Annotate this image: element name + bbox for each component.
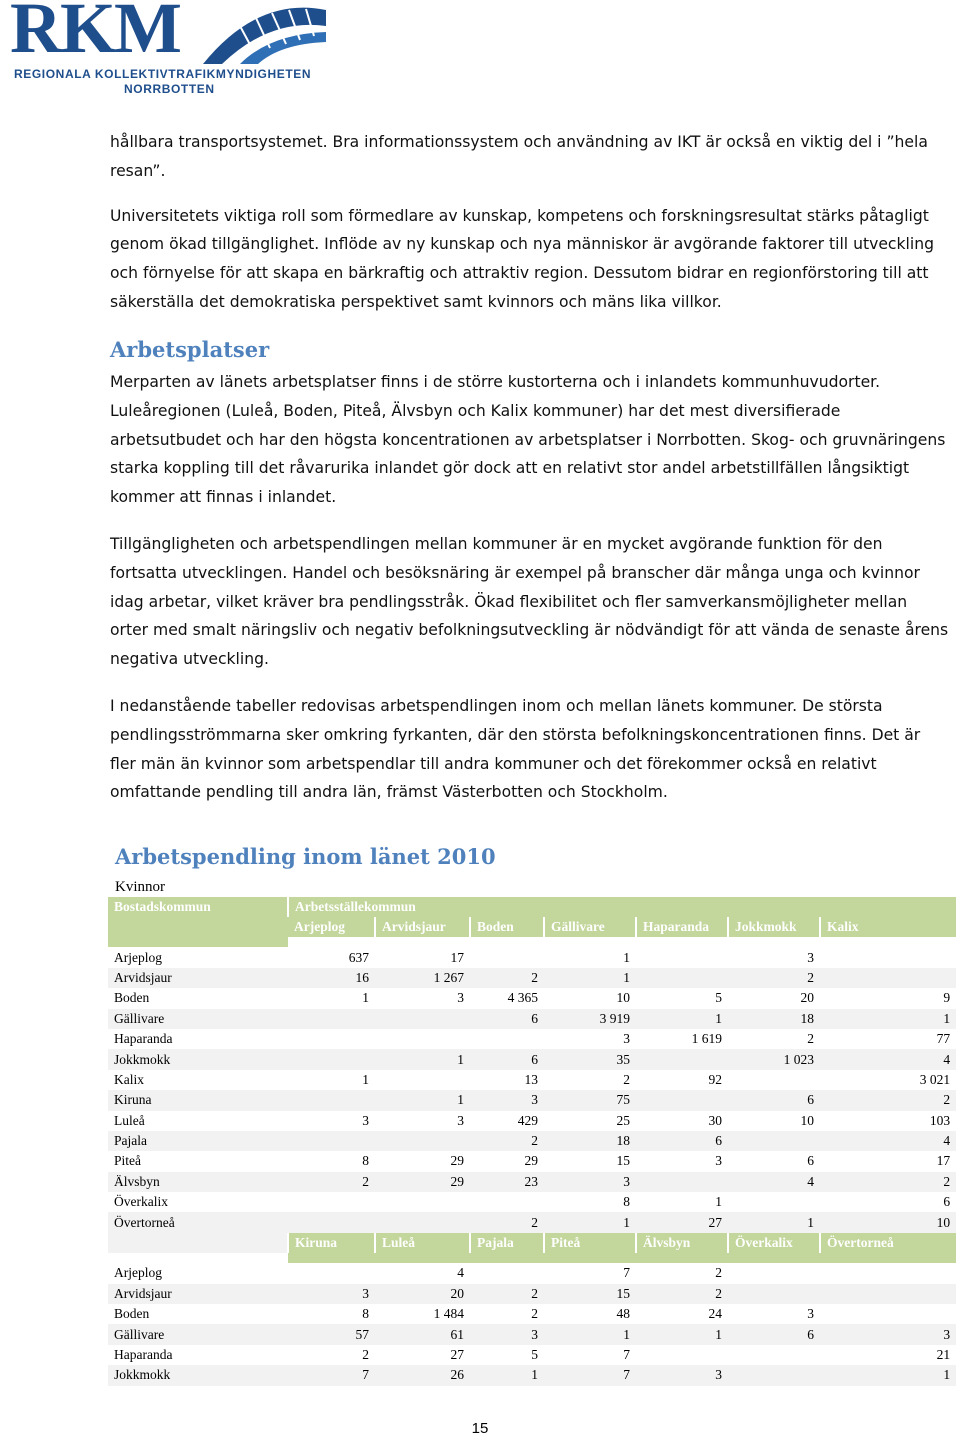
table-row	[108, 1151, 956, 1171]
column-header: Pajala	[470, 1233, 544, 1253]
table-cell	[288, 1009, 375, 1029]
intro-text	[110, 128, 950, 317]
table-cell: 3	[636, 1151, 728, 1171]
table-cell: 10	[820, 1212, 956, 1232]
table-cell: 3	[820, 1324, 956, 1344]
column-header: Överkalix	[728, 1233, 820, 1253]
table-column-header-row-2	[108, 1233, 956, 1253]
table-cell	[820, 947, 956, 967]
table-row	[108, 1131, 956, 1151]
spacer-cell	[288, 937, 375, 947]
table-row	[108, 1172, 956, 1192]
table-cell: 27	[636, 1212, 728, 1232]
spacer-cell	[636, 937, 728, 947]
table-cell: 29	[375, 1172, 470, 1192]
logo-subtitle-line1: REGIONALA KOLLEKTIVTRAFIKMYNDIGHETEN	[14, 67, 312, 81]
table-cell: 3	[544, 1029, 636, 1049]
row-label: Överkalix	[108, 1192, 288, 1212]
column-header: Kalix	[820, 917, 956, 937]
table-cell	[375, 1070, 470, 1090]
table-cell	[375, 1009, 470, 1029]
table-cell	[375, 1212, 470, 1232]
row-label: Haparanda	[108, 1345, 288, 1365]
table-cell: 7	[544, 1345, 636, 1365]
table-row	[108, 1070, 956, 1090]
table-cell: 3 919	[544, 1009, 636, 1029]
table-cell: 29	[375, 1151, 470, 1171]
column-header: Luleå	[375, 1233, 470, 1253]
row-label: Kalix	[108, 1070, 288, 1090]
table-cell: 2	[544, 1070, 636, 1090]
table-cell: 1	[544, 1324, 636, 1344]
table-cell: 1	[636, 1192, 728, 1212]
table-cell: 48	[544, 1304, 636, 1324]
table-cell: 10	[544, 988, 636, 1008]
table-title: Arbetspendling inom länet 2010	[115, 844, 496, 869]
table-row	[108, 1111, 956, 1131]
table-cell: 7	[544, 1365, 636, 1385]
table-cell: 1	[820, 1009, 956, 1029]
table-cell	[375, 1192, 470, 1212]
table-cell	[470, 1263, 544, 1283]
table-cell: 1	[375, 1049, 470, 1069]
table-cell: 103	[820, 1111, 956, 1131]
table-cell: 13	[470, 1070, 544, 1090]
table-cell: 6	[470, 1009, 544, 1029]
table-cell: 2	[470, 1131, 544, 1151]
table-cell: 17	[375, 947, 470, 967]
table-cell: 8	[288, 1304, 375, 1324]
table-cell: 3	[288, 1284, 375, 1304]
row-label: Älvsbyn	[108, 1172, 288, 1192]
table-cell: 6	[636, 1131, 728, 1151]
column-header: Boden	[470, 917, 544, 937]
row-label: Piteå	[108, 1151, 288, 1171]
table-row	[108, 1009, 956, 1029]
table-cell: 1	[636, 1324, 728, 1344]
table-row	[108, 1304, 956, 1324]
spacer-cell	[820, 1253, 956, 1263]
row-header-blank	[108, 1233, 288, 1253]
table-cell: 18	[728, 1009, 820, 1029]
table-cell: 8	[288, 1151, 375, 1171]
column-header: Jokkmokk	[728, 917, 820, 937]
table-cell: 9	[820, 988, 956, 1008]
table-cell: 1	[636, 1009, 728, 1029]
table-cell: 4	[820, 1049, 956, 1069]
table-cell: 2	[820, 1090, 956, 1110]
table-cell	[470, 1192, 544, 1212]
column-header: Gällivare	[544, 917, 636, 937]
table-cell	[288, 1090, 375, 1110]
column-header: Arjeplog	[288, 917, 375, 937]
table-cell: 3	[544, 1172, 636, 1192]
table-cell	[288, 1263, 375, 1283]
table-cell: 75	[544, 1090, 636, 1110]
spacer-cell	[636, 1253, 728, 1263]
table-cell: 1 619	[636, 1029, 728, 1049]
table-row	[108, 988, 956, 1008]
table-cell: 3	[636, 1365, 728, 1385]
table-cell: 77	[820, 1029, 956, 1049]
table-cell: 4	[820, 1131, 956, 1151]
spacer-cell	[288, 1253, 375, 1263]
table-cell	[636, 947, 728, 967]
table-cell	[820, 1284, 956, 1304]
table-cell: 20	[728, 988, 820, 1008]
table-cell	[375, 1131, 470, 1151]
table-cell: 3	[375, 988, 470, 1008]
table-cell: 27	[375, 1345, 470, 1365]
row-label: Haparanda	[108, 1029, 288, 1049]
table-row	[108, 1324, 956, 1344]
table-cell: 2	[470, 1284, 544, 1304]
table-cell	[636, 1345, 728, 1365]
table-row	[108, 1212, 956, 1232]
table-cell: 3	[470, 1324, 544, 1344]
column-header: Kiruna	[288, 1233, 375, 1253]
row-label: Luleå	[108, 1111, 288, 1131]
table-row	[108, 1192, 956, 1212]
table-cell: 1	[544, 968, 636, 988]
row-label: Övertorneå	[108, 1212, 288, 1232]
row-label: Arvidsjaur	[108, 1284, 288, 1304]
arbetsplatser-paragraph-1: Merparten av länets arbetsplatser finns i de större kustorterna och i inlandets kommunhuvudorter. Luleåregionen (Luleå, Boden, Piteå, Älvsbyn och Kalix kommuner) har det mest diversifierade arbetsutbudet och har den högsta koncentrationen av arbetsplatser i Norrbotten. Skog- och gruvnäringens starka koppling till det råvarurika inlandet gör dock att en relativt stor andel arbetstillfällen långsiktigt kommer att finnas i inlandet.	[110, 373, 946, 507]
table-cell: 4	[728, 1172, 820, 1192]
spacer-cell	[108, 1253, 288, 1263]
arbetsplatser-paragraph-3: I nedanstående tabeller redovisas arbetspendlingen inom och mellan länets kommuner. De största pendlingsströmmarna sker omkring fyrkanten, där den största befolkningskoncentrationen finns. Det är fler män än kvinnor som arbetspendlar till andra kommuner och det förekommer också en relativt omfattande pendling till andra län, främst Västerbotten och Stockholm.	[110, 696, 921, 802]
row-label: Kiruna	[108, 1090, 288, 1110]
spacer-cell	[544, 1253, 636, 1263]
table-cell: 23	[470, 1172, 544, 1192]
table-cell: 5	[636, 988, 728, 1008]
row-label: Arjeplog	[108, 1263, 288, 1283]
table-cell: 18	[544, 1131, 636, 1151]
column-header: Älvsbyn	[636, 1233, 728, 1253]
table-cell: 2	[470, 968, 544, 988]
row-label: Boden	[108, 1304, 288, 1324]
table-cell	[288, 1049, 375, 1069]
table-cell: 17	[820, 1151, 956, 1171]
arbetsplatser-paragraph-2: Tillgängligheten och arbetspendlingen mellan kommuner är en mycket avgörande funktion för den fortsatta utvecklingen. Handel och besöksnäring är exempel på branscher där många unga och kvinnor idag arbetar, vilket kräver bra pendlingsstråk. Ökad flexibilitet och fler samverkansmöjligheter mellan orter med smalt näringsliv och negativ befolkningsutveckling är nödvändigt för att vända de senaste årens negativa utveckling.	[110, 534, 949, 669]
table-cell: 30	[636, 1111, 728, 1131]
spacer-cell	[728, 937, 820, 947]
spacer-cell	[470, 937, 544, 947]
table-cell: 2	[636, 1284, 728, 1304]
table-cell: 3	[470, 1090, 544, 1110]
table-cell: 7	[288, 1365, 375, 1385]
section-heading: Arbetsplatser	[110, 337, 270, 362]
table-cell: 29	[470, 1151, 544, 1171]
table-cell: 3	[288, 1111, 375, 1131]
table-row	[108, 968, 956, 988]
table-cell: 92	[636, 1070, 728, 1090]
table-cell: 10	[728, 1111, 820, 1131]
table-cell: 2	[636, 1263, 728, 1283]
table-cell: 429	[470, 1111, 544, 1131]
table-cell: 7	[544, 1263, 636, 1283]
table-cell: 6	[820, 1192, 956, 1212]
table-subtitle: Kvinnor	[115, 879, 165, 895]
table-cell: 15	[544, 1284, 636, 1304]
table-cell: 1 267	[375, 968, 470, 988]
table-cell: 1	[288, 1070, 375, 1090]
table-row	[108, 947, 956, 967]
table-cell: 16	[288, 968, 375, 988]
table-cell	[728, 1263, 820, 1283]
table-cell: 21	[820, 1345, 956, 1365]
table-row	[108, 1345, 956, 1365]
table-row	[108, 1090, 956, 1110]
table-row	[108, 1365, 956, 1385]
table-cell: 1	[728, 1212, 820, 1232]
header-spacer	[108, 937, 956, 947]
table-row	[108, 1263, 956, 1283]
row-label: Jokkmokk	[108, 1049, 288, 1069]
table-cell: 2	[288, 1345, 375, 1365]
table-cell	[728, 1131, 820, 1151]
table-cell: 3	[728, 947, 820, 967]
row-label: Arjeplog	[108, 947, 288, 967]
column-header: Haparanda	[636, 917, 728, 937]
table-cell: 20	[375, 1284, 470, 1304]
arbetsplatser-section	[110, 336, 950, 807]
table-cell	[820, 968, 956, 988]
table-cell	[288, 1192, 375, 1212]
column-header: Övertorneå	[820, 1233, 956, 1253]
table-cell: 1 484	[375, 1304, 470, 1324]
table-cell	[728, 1192, 820, 1212]
row-label: Arvidsjaur	[108, 968, 288, 988]
row-label: Gällivare	[108, 1324, 288, 1344]
page-number: 15	[471, 1420, 489, 1437]
spacer-cell	[820, 937, 956, 947]
table-cell: 2	[820, 1172, 956, 1192]
table-cell	[820, 1263, 956, 1283]
spacer-cell	[375, 1253, 470, 1263]
table-cell	[636, 968, 728, 988]
table-cell: 6	[728, 1151, 820, 1171]
header-spacer	[108, 1253, 956, 1263]
spacer-cell	[728, 1253, 820, 1263]
table-cell: 2	[470, 1212, 544, 1232]
table-row	[108, 1029, 956, 1049]
commuting-table	[108, 897, 956, 1386]
table-cell	[728, 1345, 820, 1365]
table-cell: 6	[470, 1049, 544, 1069]
rkm-logo	[8, 0, 338, 96]
table-cell	[470, 1029, 544, 1049]
intro-paragraph-2: Universitetets viktiga roll som förmedlare av kunskap, kompetens och forskningsresultat stärks påtagligt genom ökad tillgänglighet. Inflöde av ny kunskap och nya människor är avgörande faktorer till utveckling och förnyelse för att skapa en bärkraftig och attraktiv region. Dessutom bidrar en regionförstoring till att säkerställa det demokratiska perspektivet samt kvinnors och mäns lika villkor.	[110, 206, 934, 311]
table-cell: 3 021	[820, 1070, 956, 1090]
table-cell	[288, 1212, 375, 1232]
table-cell: 1	[544, 947, 636, 967]
table-cell	[636, 1172, 728, 1192]
table-cell	[470, 947, 544, 967]
table-cell: 4 365	[470, 988, 544, 1008]
logo-subtitle-line2: NORRBOTTEN	[124, 82, 215, 96]
table-cell: 637	[288, 947, 375, 967]
table-cell: 1	[470, 1365, 544, 1385]
table-row	[108, 1049, 956, 1069]
table-cell: 6	[728, 1090, 820, 1110]
table-cell	[288, 1131, 375, 1151]
logo-wordmark: RKM	[10, 0, 180, 68]
table-cell: 24	[636, 1304, 728, 1324]
row-header-cell: Bostadskommun	[108, 897, 288, 937]
column-header: Piteå	[544, 1233, 636, 1253]
spacer-cell	[544, 937, 636, 947]
table-cell: 2	[728, 968, 820, 988]
spacer-cell	[108, 937, 288, 947]
table-row	[108, 1284, 956, 1304]
table-cell: 1	[288, 988, 375, 1008]
table-cell: 2	[470, 1304, 544, 1324]
table-cell: 6	[728, 1324, 820, 1344]
table-cell	[636, 1090, 728, 1110]
table-cell	[728, 1070, 820, 1090]
table-cell: 2	[288, 1172, 375, 1192]
table-cell	[375, 1029, 470, 1049]
table-cell: 4	[375, 1263, 470, 1283]
row-label: Gällivare	[108, 1009, 288, 1029]
table-cell: 1 023	[728, 1049, 820, 1069]
column-header: Arvidsjaur	[375, 917, 470, 937]
table-cell	[728, 1284, 820, 1304]
table-header-row	[108, 897, 956, 917]
table-cell: 2	[728, 1029, 820, 1049]
table-cell: 3	[728, 1304, 820, 1324]
table-cell: 26	[375, 1365, 470, 1385]
table-cell: 3	[375, 1111, 470, 1131]
table-cell: 1	[820, 1365, 956, 1385]
spacer-cell	[470, 1253, 544, 1263]
row-label: Boden	[108, 988, 288, 1008]
table-cell	[636, 1049, 728, 1069]
table-cell: 1	[544, 1212, 636, 1232]
group-header-cell: Arbetsställekommun	[288, 897, 956, 917]
row-label: Jokkmokk	[108, 1365, 288, 1385]
table-cell: 57	[288, 1324, 375, 1344]
table-cell: 61	[375, 1324, 470, 1344]
table-cell	[820, 1304, 956, 1324]
table-cell: 15	[544, 1151, 636, 1171]
table-cell: 5	[470, 1345, 544, 1365]
table-cell: 25	[544, 1111, 636, 1131]
table-cell	[728, 1365, 820, 1385]
row-label: Pajala	[108, 1131, 288, 1151]
spacer-cell	[375, 937, 470, 947]
table-cell	[288, 1029, 375, 1049]
table-cell: 1	[375, 1090, 470, 1110]
table-cell: 8	[544, 1192, 636, 1212]
intro-paragraph-1: hållbara transportsystemet. Bra informationssystem och användning av IKT är också en viktig del i ”hela resan”.	[110, 133, 928, 180]
table-cell: 35	[544, 1049, 636, 1069]
